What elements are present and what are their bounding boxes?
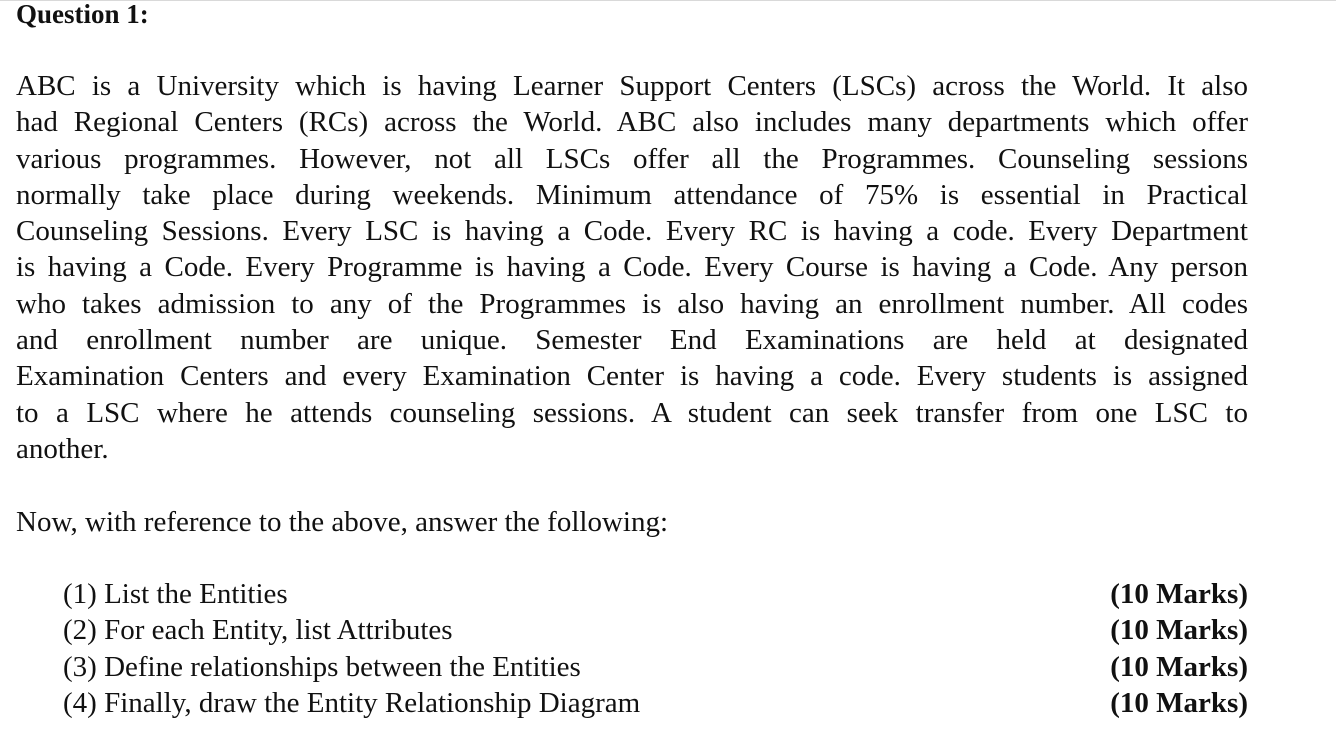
paragraph-line: Counseling Sessions. Every LSC is having a Code. Every RC is having a code. Every Department [16, 215, 1248, 248]
paragraph-line: normally take place during weekends. Minimum attendance of 75% is essential in Practical [16, 178, 1248, 211]
task-item [63, 649, 1248, 685]
paragraph-line: is having a Code. Every Programme is having a Code. Every Course is having a Code. Any person [16, 251, 1248, 284]
paragraph-line: various programmes. However, not all LSCs offer all the Programmes. Counseling sessions [16, 142, 1248, 175]
paragraph-line: another. [16, 432, 109, 465]
task-marks: (10 Marks) [1110, 650, 1248, 683]
question-title: Question 1: [16, 0, 149, 29]
paragraph-line: who takes admission to any of the Programmes is also having an enrollment number. All codes [16, 287, 1248, 320]
task-label: (3) Define relationships between the Entities [63, 650, 581, 683]
document-page [16, 0, 1248, 719]
task-marks: (10 Marks) [1110, 686, 1248, 719]
task-marks: (10 Marks) [1110, 614, 1248, 647]
task-marks: (10 Marks) [1110, 578, 1248, 610]
task-item [63, 685, 1248, 721]
task-list [63, 576, 1248, 721]
paragraph-line: had Regional Centers (RCs) across the World. ABC also includes many departments which offer [16, 106, 1248, 139]
task-label: (2) For each Entity, list Attributes [63, 614, 453, 647]
task-label: (4) Finally, draw the Entity Relationship Diagram [63, 686, 641, 719]
question-paragraph [16, 68, 1248, 467]
task-item [63, 612, 1248, 648]
paragraph-line: ABC is a University which is having Learner Support Centers (LSCs) across the World. It also [16, 70, 1248, 102]
paragraph-line: to a LSC where he attends counseling sessions. A student can seek transfer from one LSC to [16, 396, 1248, 429]
task-item [63, 576, 1248, 612]
instruction-text: Now, with reference to the above, answer the following: [16, 506, 669, 538]
paragraph-line: Examination Centers and every Examination Center is having a code. Every students is assigned [16, 360, 1248, 393]
paragraph-line: and enrollment number are unique. Semester End Examinations are held at designated [16, 324, 1248, 357]
task-label: (1) List the Entities [63, 578, 288, 610]
